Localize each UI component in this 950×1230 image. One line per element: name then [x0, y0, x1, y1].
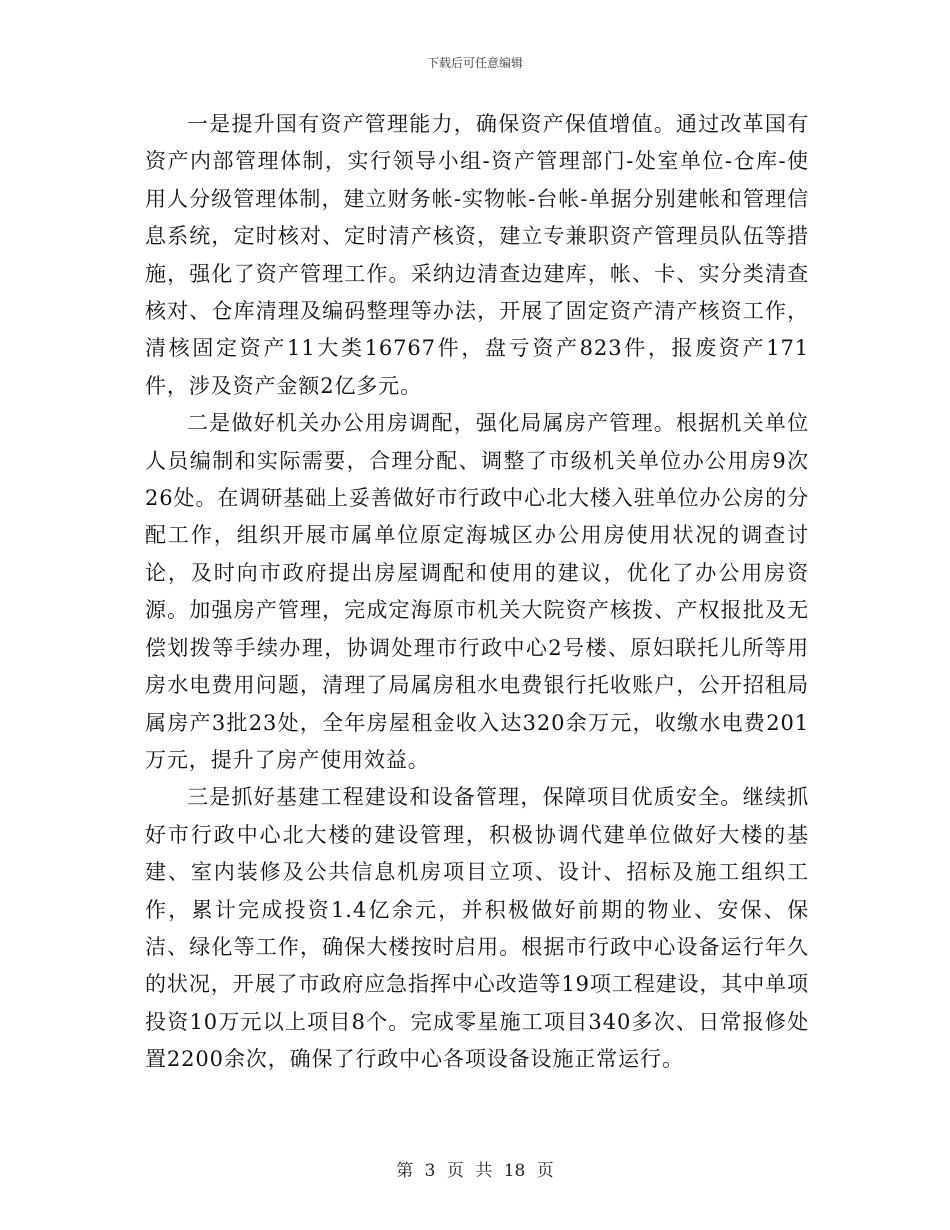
paragraph-office-housing: 二是做好机关办公用房调配，强化局属房产管理。根据机关单位人员编制和实际需要，合理分配、调整了市级机关单位办公用房9次26处。在调研基础上妥善做好市行政中心北大楼入驻单位办公房的分配工作，组织开展市属单位原定海城区办公用房使用状况的调查讨论，及时向市政府提出房屋调配和使用的建议，优化了办公用房资源。加强房产管理，完成定海原市机关大院资产核拨、产权报批及无偿划拨等手续办理，协调处理市行政中心2号楼、原妇联托儿所等用房水电费用问题，清理了局属房租水电费银行托收账户，公开招租局属房产3批23处，全年房屋租金收入达320余万元，收缴水电费201万元，提升了房产使用效益。 [145, 411, 809, 772]
page-number-footer: 第 3 页 共 18 页 [396, 1161, 554, 1181]
paragraph-construction-equipment: 三是抓好基建工程建设和设备管理，保障项目优质安全。继续抓好市行政中心北大楼的建设管理，积极协调代建单位做好大楼的基建、室内装修及公共信息机房项目立项、设计、招标及施工组织工作，累计完成投资1.4亿余元，并积极做好前期的物业、安保、保洁、绿化等工作，确保大楼按时启用。根据市行政中心设备运行年久的状况，开展了市政府应急指挥中心改造等19项工程建设，其中单项投资10万元以上项目8个。完成零星施工项目340多次、日常报修处置2200余次，确保了行政中心各项设备设施正常运行。 [145, 785, 809, 1072]
document-body [145, 106, 809, 1079]
page-header-note: 下载后可任意编辑 [426, 56, 523, 70]
paragraph-asset-management: 一是提升国有资产管理能力，确保资产保值增值。通过改革国有资产内部管理体制，实行领导小组-资产管理部门-处室单位-仓库-使用人分级管理体制，建立财务帐-实物帐-台帐-单据分别建帐和管理信息系统，定时核对、定时清产核资，建立专兼职资产管理员队伍等措施，强化了资产管理工作。采纳边清查边建库，帐、卡、实分类清查核对、仓库清理及编码整理等办法，开展了固定资产清产核资工作，清核固定资产11大类16767件，盘亏资产823件，报废资产171件，涉及资产金额2亿多元。 [145, 112, 809, 398]
